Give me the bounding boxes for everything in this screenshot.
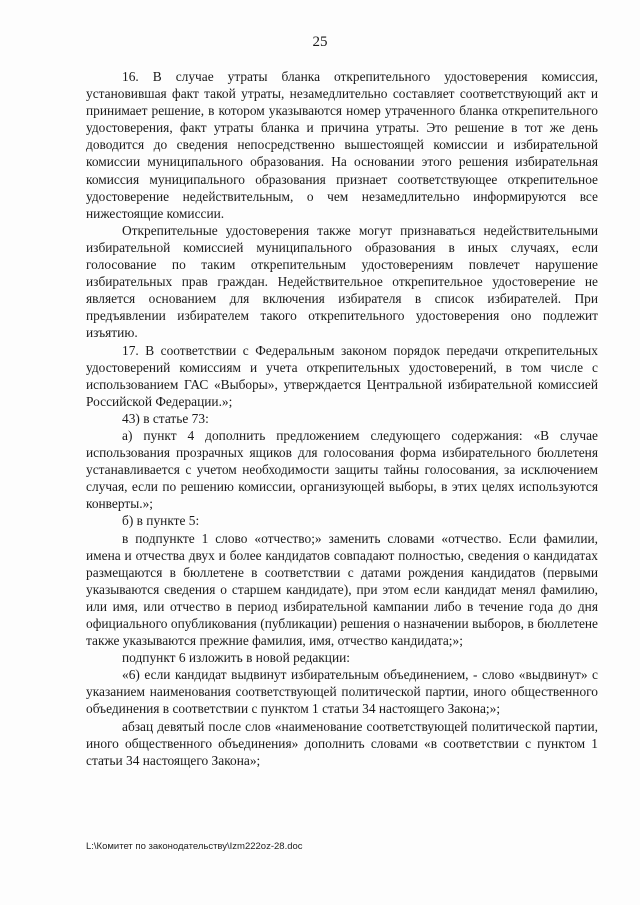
paragraph-16: 16. В случае утраты бланка открепительного удостоверения комиссия, установившая факт такой утраты, незамедлительно составляет соответствующий акт и принимает решение, в котором указываются номер утраченного бланка открепительного удостоверения, факт утраты бланка и причина утраты. Это решение в тот же день доводится до сведения непосредственно вышестоящей комиссии и избирательной комиссии муниципального образования. На основании этого решения избирательная комиссия муниципального образования признает соответствующее открепительное удостоверение недействительным, о чем незамедлительно информируются все нижестоящие комиссии. bbox=[86, 69, 598, 221]
paragraph-subitem-6-text: «6) если кандидат выдвинут избирательным объединением, - слово «выдвинут» с указанием наименования соответствующей политической партии, иного общественного объединения в соответствии с пунктом 1 статьи 34 настоящего Закона;»; bbox=[86, 667, 598, 717]
paragraph-invalid-certificates: Открепительные удостоверения также могут признаваться недействительными избирательной комиссией муниципального образования в иных случаях, если голосование по таким открепительным удостоверениям повлечет нарушение избирательных прав граждан. Недействительное открепительное удостоверение не является основанием для включения избирателя в список избирателей. При предъявлении избирателем такого открепительного удостоверения оно подлежит изъятию. bbox=[86, 222, 598, 341]
paragraph-17: 17. В соответствии с Федеральным законом порядок передачи открепительных удостоверений комиссиям и учета открепительных удостоверений, в том числе с использованием ГАС «Выборы», утверждается Центральной избирательной комиссией Российской Федерации.»; bbox=[86, 342, 598, 409]
footer-file-path: L:\Комитет по законодательству\Izm222oz-28.doc bbox=[86, 841, 303, 852]
paragraph-article-73: 43) в статье 73: bbox=[122, 410, 209, 426]
paragraph-item-a: а) пункт 4 дополнить предложением следующего содержания: «В случае использования прозрачных ящиков для голосования форма избирательного бюллетеня устанавливается с учетом необходимости защиты тайны голосования, за исключением случая, если по решению комиссии, организующей выборы, в этих целях используются конверты.»; bbox=[86, 427, 598, 512]
page-number: 25 bbox=[312, 34, 328, 50]
paragraph-subitem-6-intro: подпункт 6 изложить в новой редакции: bbox=[122, 650, 351, 666]
paragraph-subitem-1: в подпункте 1 слово «отчество;» заменить словами «отчество. Если фамилии, имена и отчества двух и более кандидатов совпадают полностью, сведения о кандидатах размещаются в бюллетене в соответствии с датами рождения кандидатов (первыми указываются сведения о старшем кандидате), при этом если кандидат менял фамилию, или имя, или отчество в период избирательной кампании либо в течение года до дня официального опубликования (публикации) решения о назначении выборов, в бюллетене также указываются прежние фамилия, имя, отчество кандидата;»; bbox=[86, 530, 598, 649]
paragraph-ninth-abzac: абзац девятый после слов «наименование соответствующей политической партии, иного общественного объединения» дополнить словами «в соответствии с пунктом 1 статьи 34 настоящего Закона»; bbox=[86, 718, 598, 768]
document-body bbox=[86, 68, 598, 769]
paragraph-item-b: б) в пункте 5: bbox=[122, 513, 200, 529]
